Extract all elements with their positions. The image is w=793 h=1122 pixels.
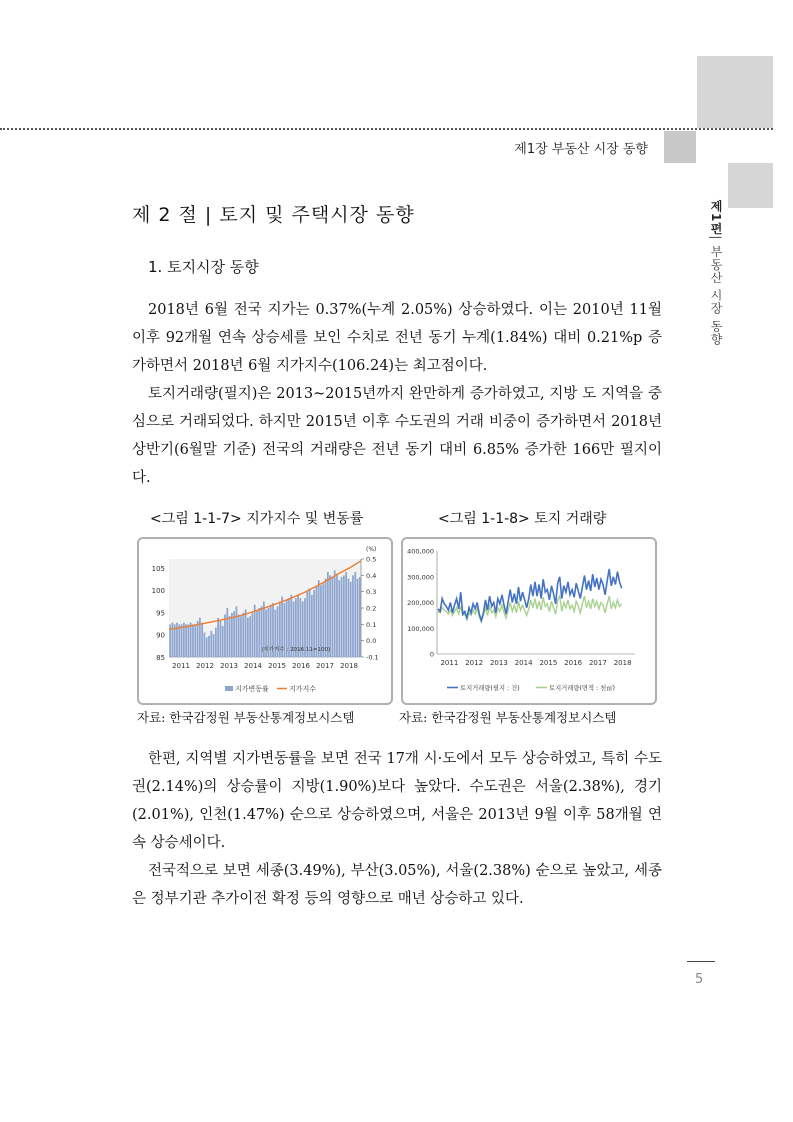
change-rate-bar [348,579,350,657]
figure-2-frame [401,537,657,705]
section-title: 제 2 절 | 토지 및 주택시장 동향 [132,204,415,226]
change-rate-bar [345,572,347,657]
change-rate-bar [240,616,242,657]
change-rate-bar [238,615,240,657]
x-tick-label: 2015 [539,659,558,667]
change-rate-bar [190,623,192,657]
y-left-tick-label: 85 [156,654,165,662]
area-line [438,596,622,622]
page-number: 5 [695,972,704,987]
y-left-tick-label: 105 [151,564,165,573]
change-rate-bar [350,582,352,657]
body-text-top [132,296,662,492]
paragraph-4: 전국적으로 보면 세종(3.49%), 부산(3.05%), 서울(2.38%) 순으로 높았고, 세종은 정부기관 추가이전 확정 등의 영향으로 매년 상승하고 있다. [132,863,662,907]
legend-swatch-change-rate [225,686,233,691]
legend-label-area: 토지거래량(면적 : 천㎡) [549,685,615,692]
change-rate-bar [222,626,224,657]
change-rate-bar [249,616,251,657]
y-left-tick-label: 95 [156,609,165,618]
side-part-label: | 부동산 시장 동향 [709,235,723,346]
figure-1-source: 자료: 한국감정원 부동산통계정보시스템 [137,710,355,725]
land-transaction-chart [403,539,655,703]
legend-label-change-rate: 지가변동률 [235,685,269,693]
change-rate-bar [322,584,324,658]
change-rate-bar [172,623,174,657]
y-tick-label: 300,000 [407,573,434,582]
x-tick-label: 2013 [489,659,508,667]
change-rate-bar [213,634,215,657]
change-rate-bar [354,572,356,657]
change-rate-bar [247,618,249,657]
edge-tab-chapter [728,163,773,208]
body-text-bottom [132,745,662,913]
change-rate-bar [229,616,231,657]
change-rate-bar [329,575,331,657]
y-tick-label: 100,000 [407,624,434,633]
change-rate-bar [359,577,361,657]
y-left-tick-label: 90 [156,631,165,640]
header-marker-block [664,131,696,163]
change-rate-bar [325,579,327,657]
change-rate-bar [197,621,199,657]
y-right-tick-label: 0.1 [366,620,377,629]
change-rate-bar [334,570,336,657]
change-rate-bar [233,611,235,657]
subsection-title: 1. 토지시장 동향 [148,258,259,276]
change-rate-bar [258,608,260,657]
change-rate-bar [336,574,338,657]
x-tick-label: 2018 [340,662,358,670]
y-right-tick-label: 0.2 [366,604,377,613]
figure-1-caption: <그림 1-1-7> 지가지수 및 변동률 [150,511,364,527]
y-right-tick-label: 0.5 [366,555,377,564]
index-base-annotation: (지가지수 : 2016.11=100) [261,647,331,653]
paragraph-2: 토지거래량(필지)은 2013~2015년까지 완만하게 증가하였고, 지방 도 지역을 중심으로 거래되었다. 하지만 2015년 이후 수도권의 거래 비중이 증가하면서 2018년 상반기(6월말 기준) 전국의 거래량은 전년 동기 대비 6.85% 증가한 166만 필지이다. [132,386,662,486]
change-rate-bar [206,637,208,657]
y-right-tick-label: 0.4 [366,571,377,580]
x-tick-label: 2016 [564,659,583,667]
side-part-title [708,200,725,346]
y-right-tick-label: 0.0 [366,637,377,646]
x-tick-label: 2018 [613,659,632,667]
x-tick-label: 2016 [292,662,310,670]
change-rate-bar [327,572,329,657]
change-rate-bar [352,575,354,657]
y-tick-label: 200,000 [407,599,434,607]
change-rate-bar [178,624,180,657]
change-rate-bar [242,613,244,657]
change-rate-bar [217,618,219,657]
change-rate-bar [245,610,247,657]
change-rate-bar [188,624,190,657]
legend-label-index: 지가지수 [289,685,317,693]
y-right-unit: (%) [366,546,377,553]
x-tick-label: 2017 [316,662,334,670]
side-part-number: 제1편 [709,200,723,236]
x-tick-label: 2013 [220,662,238,670]
y-right-tick-label: -0.1 [366,653,379,662]
change-rate-bar [185,624,187,657]
parcel-count-line [438,569,622,621]
x-tick-label: 2014 [514,659,533,667]
x-tick-label: 2011 [172,662,190,670]
change-rate-bar [236,606,238,657]
change-rate-bar [226,608,228,657]
change-rate-bar [341,577,343,657]
figure-1-frame [137,537,393,705]
change-rate-bar [256,611,258,657]
change-rate-bar [181,624,183,657]
y-tick-label: 400,000 [407,547,434,556]
paragraph-1: 2018년 6월 전국 지가는 0.37%(누계 2.05%) 상승하였다. 이는 2010년 11월 이후 92개월 연속 상승세를 보인 수치로 전년 동기 누계(1.84%) 대비 0.21%p 증가하면서 2018년 6월 지가지수(106.24)는 최고점이다. [132,302,662,374]
change-rate-bar [343,575,345,657]
x-tick-label: 2014 [244,662,262,670]
change-rate-bar [201,623,203,657]
land-price-index-chart [139,539,391,703]
y-right-tick-label: 0.3 [366,588,377,597]
change-rate-bar [231,613,233,657]
edge-tab-top [697,56,773,128]
change-rate-bar [338,580,340,657]
change-rate-bar [210,631,212,657]
y-left-tick-label: 100 [151,587,165,596]
legend-label-parcels: 토지거래량(필지 : 건) [460,685,520,692]
change-rate-bar [192,624,194,657]
change-rate-bar [254,605,256,657]
x-tick-label: 2015 [268,662,286,670]
paragraph-3: 한편, 지역별 지가변동률을 보면 전국 17개 시·도에서 모두 상승하였고, 특히 수도권(2.14%)의 상승률이 지방(1.90%)보다 높았다. 수도권은 서울(2.38%), 경기(2.01%), 인천(1.47%) 순으로 상승하였으며, 서울은 2013년 9월 이후 58개월 연속 상승세이다. [132,751,662,851]
change-rate-bar [183,623,185,657]
y-tick-label: 0 [429,650,434,659]
page-number-rule [687,961,715,962]
figure-2-source: 자료: 한국감정원 부동산통계정보시스템 [399,710,617,725]
change-rate-bar [220,621,222,657]
figure-2-caption: <그림 1-1-8> 토지 거래량 [438,511,607,527]
header-dotted-rule [0,128,773,130]
running-header: 제1장 부동산 시장 동향 [514,142,648,157]
change-rate-bar [318,580,320,657]
x-tick-label: 2012 [196,662,214,670]
x-tick-label: 2017 [588,659,607,667]
change-rate-bar [332,577,334,657]
change-rate-bar [194,624,196,657]
change-rate-bar [252,613,254,657]
change-rate-bar [215,628,217,657]
change-rate-bar [204,633,206,658]
change-rate-bar [224,615,226,657]
change-rate-bar [357,579,359,657]
change-rate-bar [208,636,210,657]
x-tick-label: 2012 [465,659,484,667]
x-tick-label: 2011 [440,659,459,667]
